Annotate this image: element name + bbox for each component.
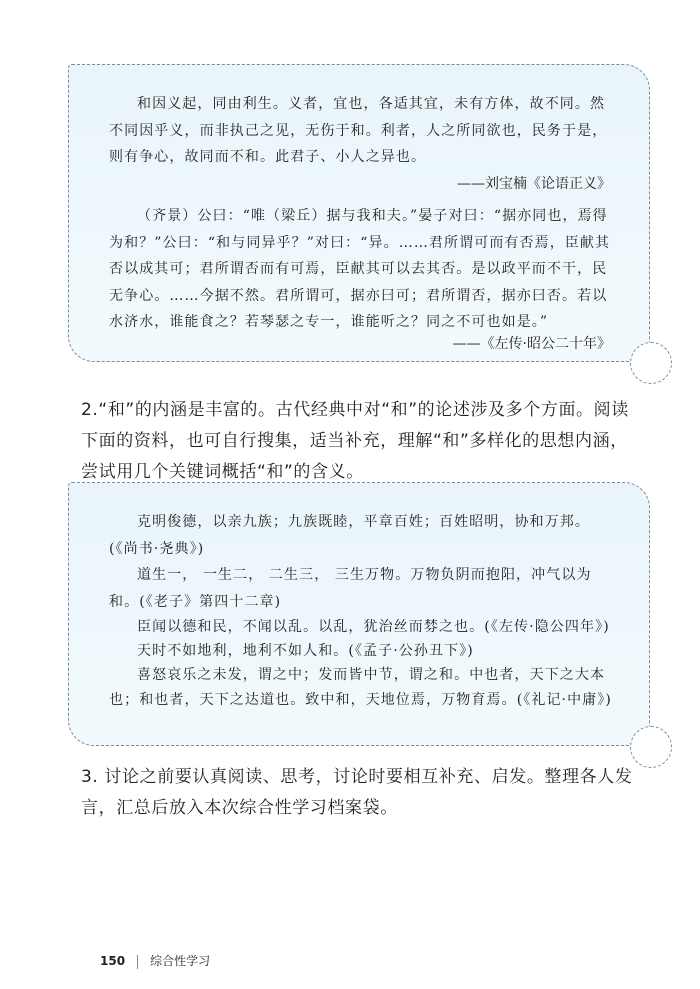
- source-item: 克明俊德，以亲九族；九族既睦，平章百姓；百姓昭明，协和万邦。(《尚书·尧典》): [109, 514, 590, 557]
- quote-box-2: [68, 482, 650, 746]
- quote-attribution: ——《左传·昭公二十年》: [452, 336, 611, 352]
- section-title: 综合性学习: [150, 954, 211, 968]
- quote-paragraph: 和因义起，同由利生。义者，宜也，各适其宜，未有方体，故不同。然不同因乎义，而非执己之见，无伤于和。利者，人之所同欲也，民务于是，则有争心，故同而不和。此君子、小人之异也。: [109, 96, 608, 165]
- source-item: 喜怒哀乐之未发，谓之中；发而皆中节，谓之和。中也者，天下之大本也；和也者，天下之达道也。致中和，天地位焉，万物育焉。(《礼记·中庸》): [109, 667, 612, 708]
- corner-notch: [630, 342, 672, 384]
- quote-paragraph: （齐景）公曰：“唯（梁丘）据与我和夫。”晏子对曰：“据亦同也，焉得为和？”公曰：“和与同异乎？”对曰：“异。……君所谓可而有否焉，臣献其否以成其可；君所谓否而有可焉，臣献其可以去其否。是以政平而不干，民无争心。……今据不然。君所谓可，据亦曰可；君所谓否，据亦曰否。若以水济水，谁能食之？若琴瑟之专一，谁能听之？同之不可也如是。”: [109, 208, 611, 330]
- page-footer: [100, 952, 210, 969]
- question-2: 2.“和”的内涵是丰富的。古代经典中对“和”的论述涉及多个方面。阅读下面的资料，也可自行搜集，适当补充，理解“和”多样化的思想内涵，尝试用几个关键词概括“和”的含义。: [81, 400, 629, 482]
- page-number: 150: [100, 954, 126, 968]
- quote-attribution: ——刘宝楠《论语正义》: [457, 176, 611, 192]
- source-item: 天时不如地利，地利不如人和。(《孟子·公孙丑下》): [137, 643, 474, 659]
- question-3: 3. 讨论之前要认真阅读、思考，讨论时要相互补充、启发。整理各人发言，汇总后放入本次综合性学习档案袋。: [81, 767, 633, 818]
- source-item: 道生一， 一生二， 二生三， 三生万物。万物负阴而抱阳，冲气以为和。(《老子》第四十二章): [109, 567, 592, 610]
- footer-divider: [137, 955, 138, 969]
- source-item: 臣闻以德和民，不闻以乱。以乱，犹治丝而棼之也。(《左传·隐公四年》): [137, 619, 610, 635]
- quote-box-1: [68, 64, 650, 362]
